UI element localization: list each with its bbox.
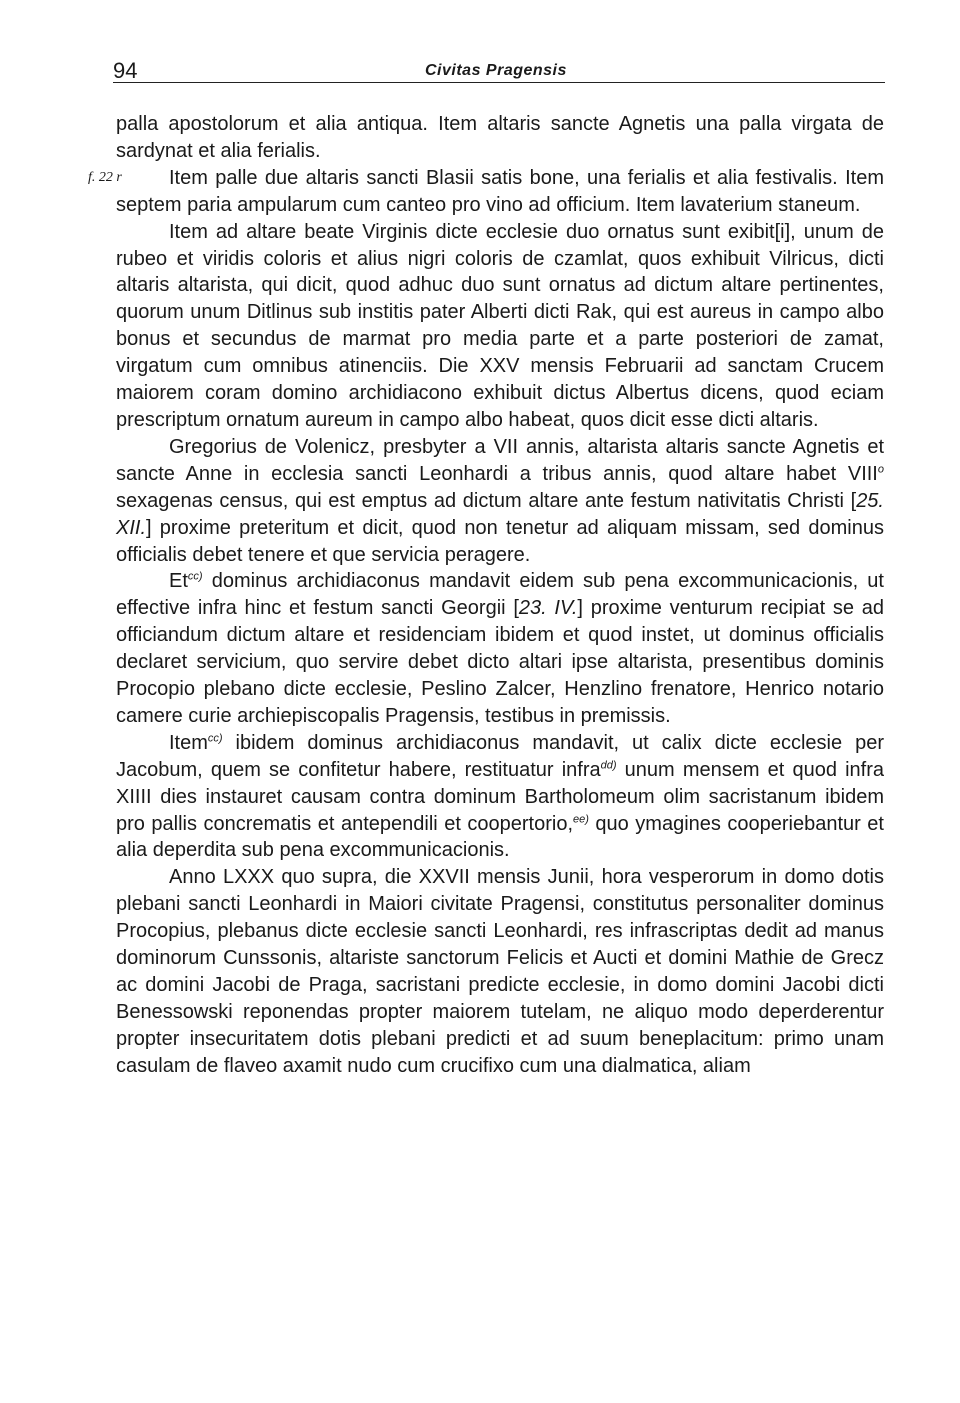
text-segment: sexagenas census, qui est emptus ad dictum altare ante festum nativitatis Christi [	[116, 489, 857, 512]
text-segment: ] proxime venturum recipiat se ad officiandum dictum altare et residenciam ibidem et quod instet, ut dominus officialis declaret servicium, quo servire debet dicto altari ipse altarista, presentibus dominis Procopio plebano dicte ecclesie, Peslino Zalcer, Henzlino frenatore, Henrico notario camere curie archiepiscopalis Pragensis, testibus in premissis.	[116, 597, 885, 727]
paragraph	[116, 434, 884, 569]
text-segment: dominus archidiaconus mandavit eidem sub pena excommunicacionis, ut effective infra hinc et festum sancti Georgii [	[116, 570, 884, 620]
text-segment: Gregorius de Volenicz, presbyter a VII annis, altarista altaris sancte Agnetis et sancte Anne in ecclesia sancti Leonhardi a tribus annis, quod altare habet VIII	[116, 435, 884, 485]
superscript: o	[877, 463, 884, 476]
date-reference: 25. XII.	[116, 489, 884, 539]
paragraph	[116, 568, 884, 729]
text-segment: quo ymagines cooperiebantur et alia deperdita sub pena excommunicacionis.	[116, 812, 884, 862]
page-header	[113, 52, 885, 83]
paragraph: Item palle due altaris sancti Blasii satis bone, una ferialis et alia festivalis. Item septem paria ampularum cum canteo pro vino ad officium. Item lavaterium staneum.	[116, 166, 884, 216]
footnote-marker: dd)	[600, 759, 617, 772]
paragraph	[116, 730, 884, 865]
folio-margin-note: f. 22 r	[88, 170, 122, 185]
text-segment: ] proxime preteritum et dicit, quod non tenetur ad aliquam missam, sed dominus officialis debet tenere et que servicia peragere.	[116, 516, 884, 566]
text-segment: Et	[169, 570, 188, 593]
footnote-marker: ee)	[573, 812, 589, 825]
running-title: Civitas Pragensis	[425, 62, 567, 79]
body-text	[116, 111, 884, 1080]
paragraph: Item ad altare beate Virginis dicte ecclesie duo ornatus sunt exibit[i], unum de rubeo et viridis coloris et alius nigri coloris de czamlat, quos exhibuit Vilricus, dicti altaris altarista, qui dicit, quod adhuc duo sunt ornatus ad dictum altare pertinentes, quorum unum Ditlinus sub institis pater Alberti dicti Rak, qui est aureus in campo albo bonus et secundus de marmat pro media parte et a parte posteriori de zamat, virgatum cum omnibus atinenciis. Die XXV mensis Februarii ad sanctam Crucem maiorem coram domino archidiacono exhibuit dictus Albertus dicens, quod eciam prescriptum ornatum aureum in campo albo habeat, quos dicit esse dicti altaris.	[116, 220, 884, 431]
page-number: 94	[113, 58, 138, 83]
text-segment: ibidem dominus archidiaconus mandavit, ut calix dicte ecclesie per Jacobum, quem se confitetur habere, restituatur infra	[116, 731, 884, 781]
paragraph: palla apostolorum et alia antiqua. Item altaris sancte Agnetis una palla virgata de sardynat et alia ferialis.	[116, 113, 884, 162]
text-segment: Item	[169, 731, 208, 754]
paragraph: Anno LXXX quo supra, die XXVII mensis Junii, hora vesperorum in domo dotis plebani sancti Leonhardi in Maiori civitate Pragensi, constitutus personaliter dominus Procopius, plebanus dicte ecclesie sancti Leonhardi, res infrascriptas dedit ad manus dominorum Cunssonis, altariste sanctorum Felicis et Aucti et domini Mathie de Grecz ac domini Jacobi de Praga, sacristani predicte ecclesie, in domo domini Jacobi dicti Benessowski reponendas propter maiorem tutelam, ne aliquo modo deperderentur propter insecuritatem dotis plebani predicti et ad suum beneplacitum: primo unam casulam de flaveo axamit nudo cum crucifixo cum una dialmatica, aliam	[116, 866, 884, 1077]
footnote-marker: cc)	[187, 570, 203, 583]
date-reference: 23. IV.	[518, 597, 578, 620]
text-segment: unum mensem et quod infra XIIII dies instauret causam contra dominum Bartholomeum olim sacristanum ibidem pro pallis concrematis et antependili et coopertorio,	[116, 758, 884, 835]
footnote-marker: cc)	[207, 732, 223, 745]
